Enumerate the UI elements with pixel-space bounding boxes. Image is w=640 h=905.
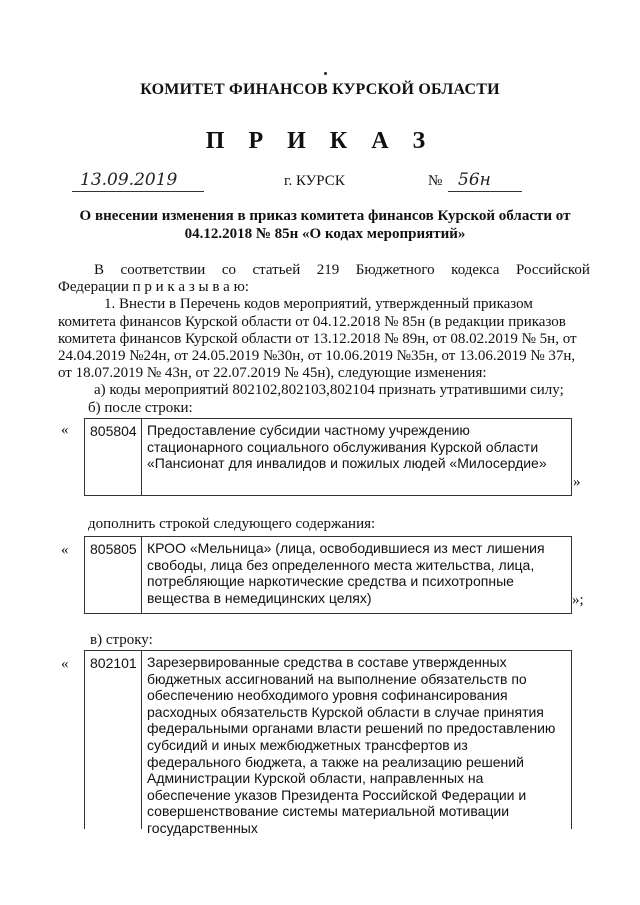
row-description: Предоставление субсидии частному учреждению стационарного социального обслуживания Курской области «Пансионат для инвалидов и пожилых людей «Милосердие» [147, 422, 547, 472]
supplement-instruction: дополнить строкой следующего содержания: [88, 516, 376, 532]
paragraph-basis-line-1: В соответствии со статьей 219 Бюджетного кодекса Российской [94, 262, 590, 278]
city-name: г. КУРСК [284, 173, 345, 189]
sub-item-a: а) коды мероприятий 802102,802103,802104 признать утратившими силу; [94, 382, 564, 398]
date-underline [72, 191, 204, 192]
item-1-line-3: комитета финансов Курской области от 13.12.2018 № 89н, от 08.02.2019 № 5н, от [58, 331, 577, 347]
header-dot [324, 72, 327, 75]
item-1-line-1: 1. Внести в Перечень кодов мероприятий, утвержденный приказом [104, 296, 533, 312]
row-code: 805805 [85, 537, 142, 613]
row-code: 802101 [85, 651, 142, 829]
organization-name: КОМИТЕТ ФИНАНСОВ КУРСКОЙ ОБЛАСТИ [140, 81, 500, 98]
sub-item-b: б) после строки: [88, 400, 193, 416]
row-2-close-quote: »; [572, 592, 584, 608]
sub-item-c: в) строку: [90, 632, 153, 648]
row-description: Зарезервированные средства в составе утвержденных бюджетных ассигнований на выполнение обязательств по обеспечению необходимого уровня софинансирования расходных обязательств Курской области в случае принятия федеральными органами власти решений по предоставлению субсидий и иных межбюджетных трансфертов из федерального бюджета, а также на реализацию решений Администрации Курской области, направленных на обеспечение указов Президента Российской Федерации и совершенствование системы материальной мотивации государственных [147, 654, 556, 836]
order-date: 13.09.2019 [80, 170, 178, 190]
row-1-open-quote: « [61, 422, 69, 438]
subject-line-2: 04.12.2018 № 85н «О кодах мероприятий» [184, 226, 466, 242]
item-1-line-5: от 18.07.2019 № 43н, от 22.07.2019 № 45н), следующие изменения: [58, 365, 487, 381]
order-subject [60, 207, 590, 243]
item-1-line-2: комитета финансов Курской области от 04.12.2018 № 85н (в редакции приказов [58, 314, 566, 330]
number-underline [448, 191, 522, 192]
row-3-open-quote: « [61, 656, 69, 672]
document-type-title: П Р И К А З [205, 128, 435, 154]
table-row-802101 [84, 650, 572, 836]
row-1-close-quote: » [573, 474, 581, 490]
number-sign: № [428, 173, 443, 189]
row-2-open-quote: « [61, 542, 69, 558]
order-number: 56н [458, 170, 491, 190]
item-1-line-4: 24.04.2019 №24н, от 24.05.2019 №30н, от 10.06.2019 №35н, от 13.06.2019 № 37н, [58, 348, 576, 364]
subject-line-1: О внесении изменения в приказ комитета финансов Курской области от [79, 208, 571, 224]
row-description: КРОО «Мельница» (лица, освободившиеся из мест лишения свободы, лица без определенного места жительства, лица, потребляющие наркотические средства и психотропные вещества в немедицинских целях) [147, 540, 545, 606]
table-row-805805 [84, 536, 572, 614]
paragraph-basis-line-2: Федерации п р и к а з ы в а ю: [58, 279, 249, 295]
table-row-805804 [84, 418, 572, 496]
row-code: 805804 [85, 419, 142, 495]
